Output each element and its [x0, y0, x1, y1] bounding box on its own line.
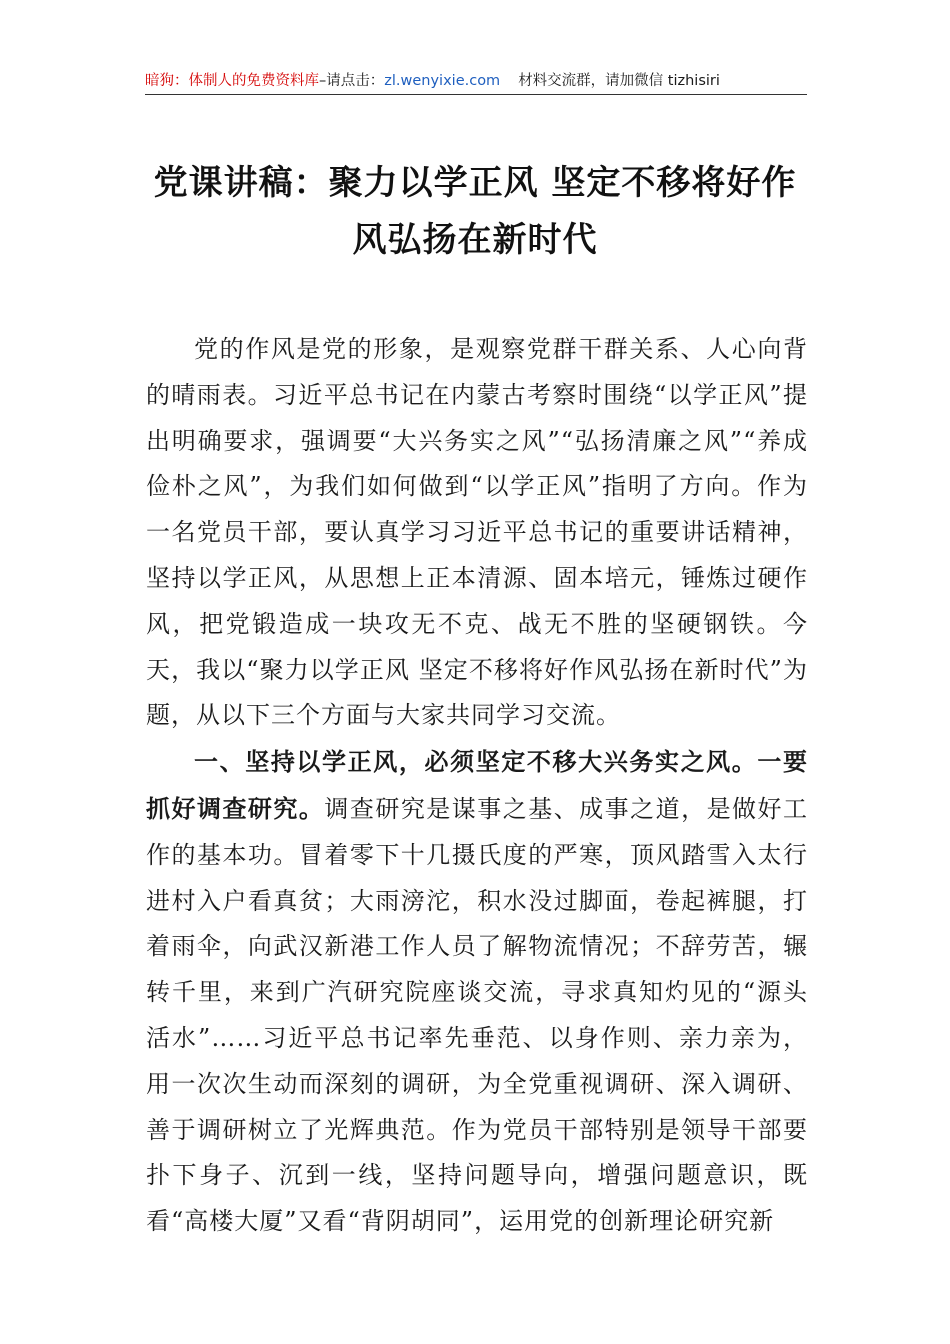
- header-brand: 暗狗：体制人的免费资料库: [145, 73, 319, 89]
- document-title: [120, 155, 830, 269]
- header-link[interactable]: zl.wenyixie.com: [384, 73, 501, 89]
- header-divider: [145, 94, 807, 95]
- document-body: [146, 327, 808, 1245]
- header-prompt: –请点击：: [319, 73, 385, 89]
- page-header: [145, 70, 807, 94]
- title-line-2: 风弘扬在新时代: [352, 220, 598, 260]
- section-1-heading: 一、坚持以学正风，必须坚定不移大兴务实之风。: [194, 747, 758, 777]
- title-line-1: 党课讲稿：聚力以学正风 坚定不移将好作: [153, 163, 797, 203]
- section-1-subheading: 一要抓好调查研究。: [146, 747, 808, 823]
- intro-paragraph: 党的作风是党的形象，是观察党群干群关系、人心向背的晴雨表。习近平总书记在内蒙古考察时围绕“以学正风”提出明确要求，强调要“大兴务实之风”“弘扬清廉之风”“养成俭朴之风”，为我们如何做到“以学正风”指明了方向。作为一名党员干部，要认真学习习近平总书记的重要讲话精神，坚持以学正风，从思想上正本清源、固本培元，锤炼过硬作风，把党锻造成一块攻无不克、战无不胜的坚硬钢铁。今天，我以“聚力以学正风 坚定不移将好作风弘扬在新时代”为题，从以下三个方面与大家共同学习交流。: [146, 335, 808, 730]
- section-1-text: 调查研究是谋事之基、成事之道，是做好工作的基本功。冒着零下十几摄氏度的严寒，顶风踏雪入太行进村入户看真贫；大雨滂沱，积水没过脚面，卷起裤腿，打着雨伞，向武汉新港工作人员了解物流情况；不辞劳苦，辗转千里，来到广汽研究院座谈交流，寻求真知灼见的“源头活水”……习近平总书记率先垂范、以身作则、亲力亲为，用一次次生动而深刻的调研，为全党重视调研、深入调研、善于调研树立了光辉典范。作为党员干部特别是领导干部要扑下身子、沉到一线，坚持问题导向，增强问题意识，既看“高楼大厦”又看“背阴胡同”，运用党的创新理论研究新: [146, 794, 809, 1236]
- header-contact: 材料交流群，请加微信 tizhisiri: [518, 73, 720, 89]
- section-1-paragraph: [146, 739, 808, 1245]
